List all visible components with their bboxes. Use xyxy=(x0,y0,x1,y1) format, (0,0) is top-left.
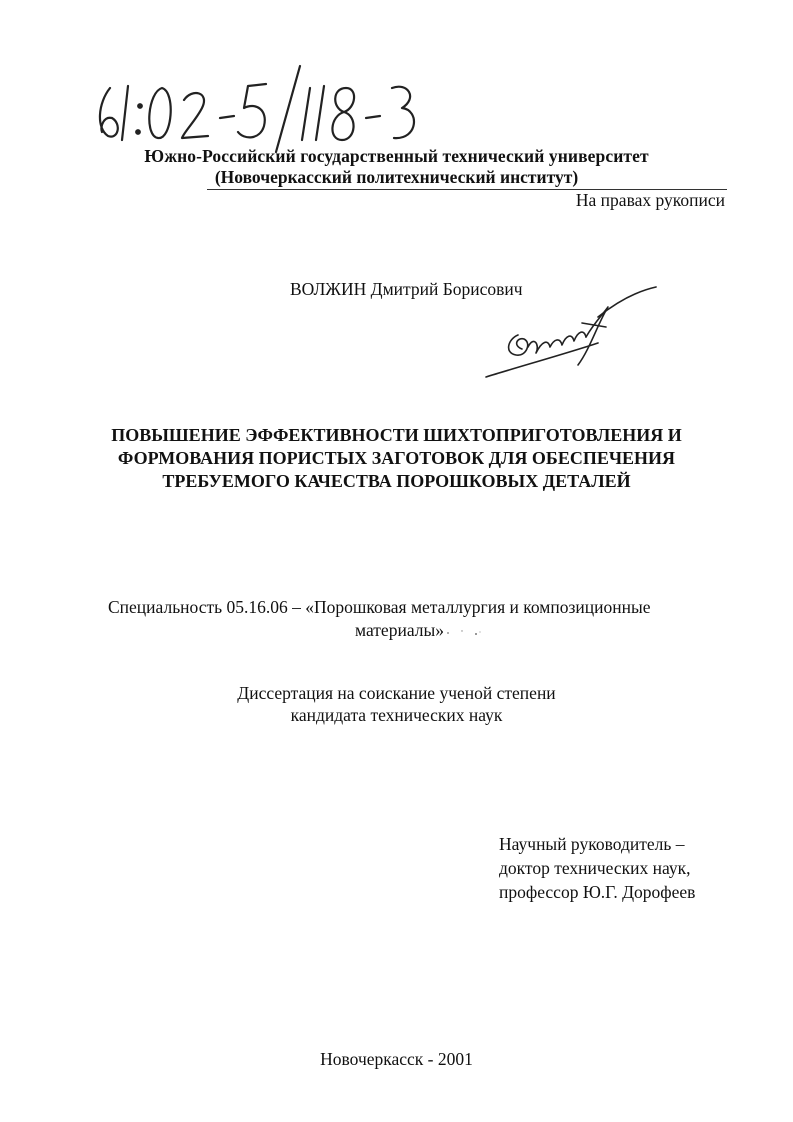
author-signature xyxy=(478,283,663,383)
title-line3: ТРЕБУЕМОГО КАЧЕСТВА ПОРОШКОВЫХ ДЕТАЛЕЙ xyxy=(162,471,631,491)
supervisor-block xyxy=(499,832,695,904)
dissertation-title xyxy=(0,424,793,493)
specialty-line1: Специальность 05.16.06 – «Порошковая металлургия и композиционные xyxy=(108,597,651,617)
scan-specks xyxy=(440,627,500,657)
university-name-line2: (Новочеркасский политехнический институт) xyxy=(214,167,579,187)
manuscript-note: На правах рукописи xyxy=(575,190,725,210)
university-name-line1: Южно-Российский государственный технический университет xyxy=(144,146,649,166)
supervisor-line1: Научный руководитель – xyxy=(499,834,685,854)
scan-specks-drawing xyxy=(440,627,500,657)
city-year: Новочеркасск - 2001 xyxy=(320,1049,473,1069)
supervisor-line3: профессор Ю.Г. Дорофеев xyxy=(499,882,696,902)
author-name: ВОЛЖИН Дмитрий Борисович xyxy=(290,279,523,299)
title-line2: ФОРМОВАНИЯ ПОРИСТЫХ ЗАГОТОВОК ДЛЯ ОБЕСПЕЧЕНИЯ xyxy=(117,448,676,468)
handwritten-code-drawing xyxy=(88,48,448,158)
title-line1: ПОВЫШЕНИЕ ЭФФЕКТИВНОСТИ ШИХТОПРИГОТОВЛЕНИЯ И xyxy=(111,425,682,445)
supervisor-line2: доктор технических наук, xyxy=(499,858,691,878)
dissertation-degree-line2: кандидата технических наук xyxy=(290,705,503,725)
signature-drawing xyxy=(478,283,663,383)
dissertation-degree-line1: Диссертация на соискание ученой степени xyxy=(237,683,556,703)
specialty-line2-wrapper xyxy=(0,620,793,641)
specialty-line2: материалы» xyxy=(355,620,444,640)
handwritten-archive-code xyxy=(88,48,448,158)
